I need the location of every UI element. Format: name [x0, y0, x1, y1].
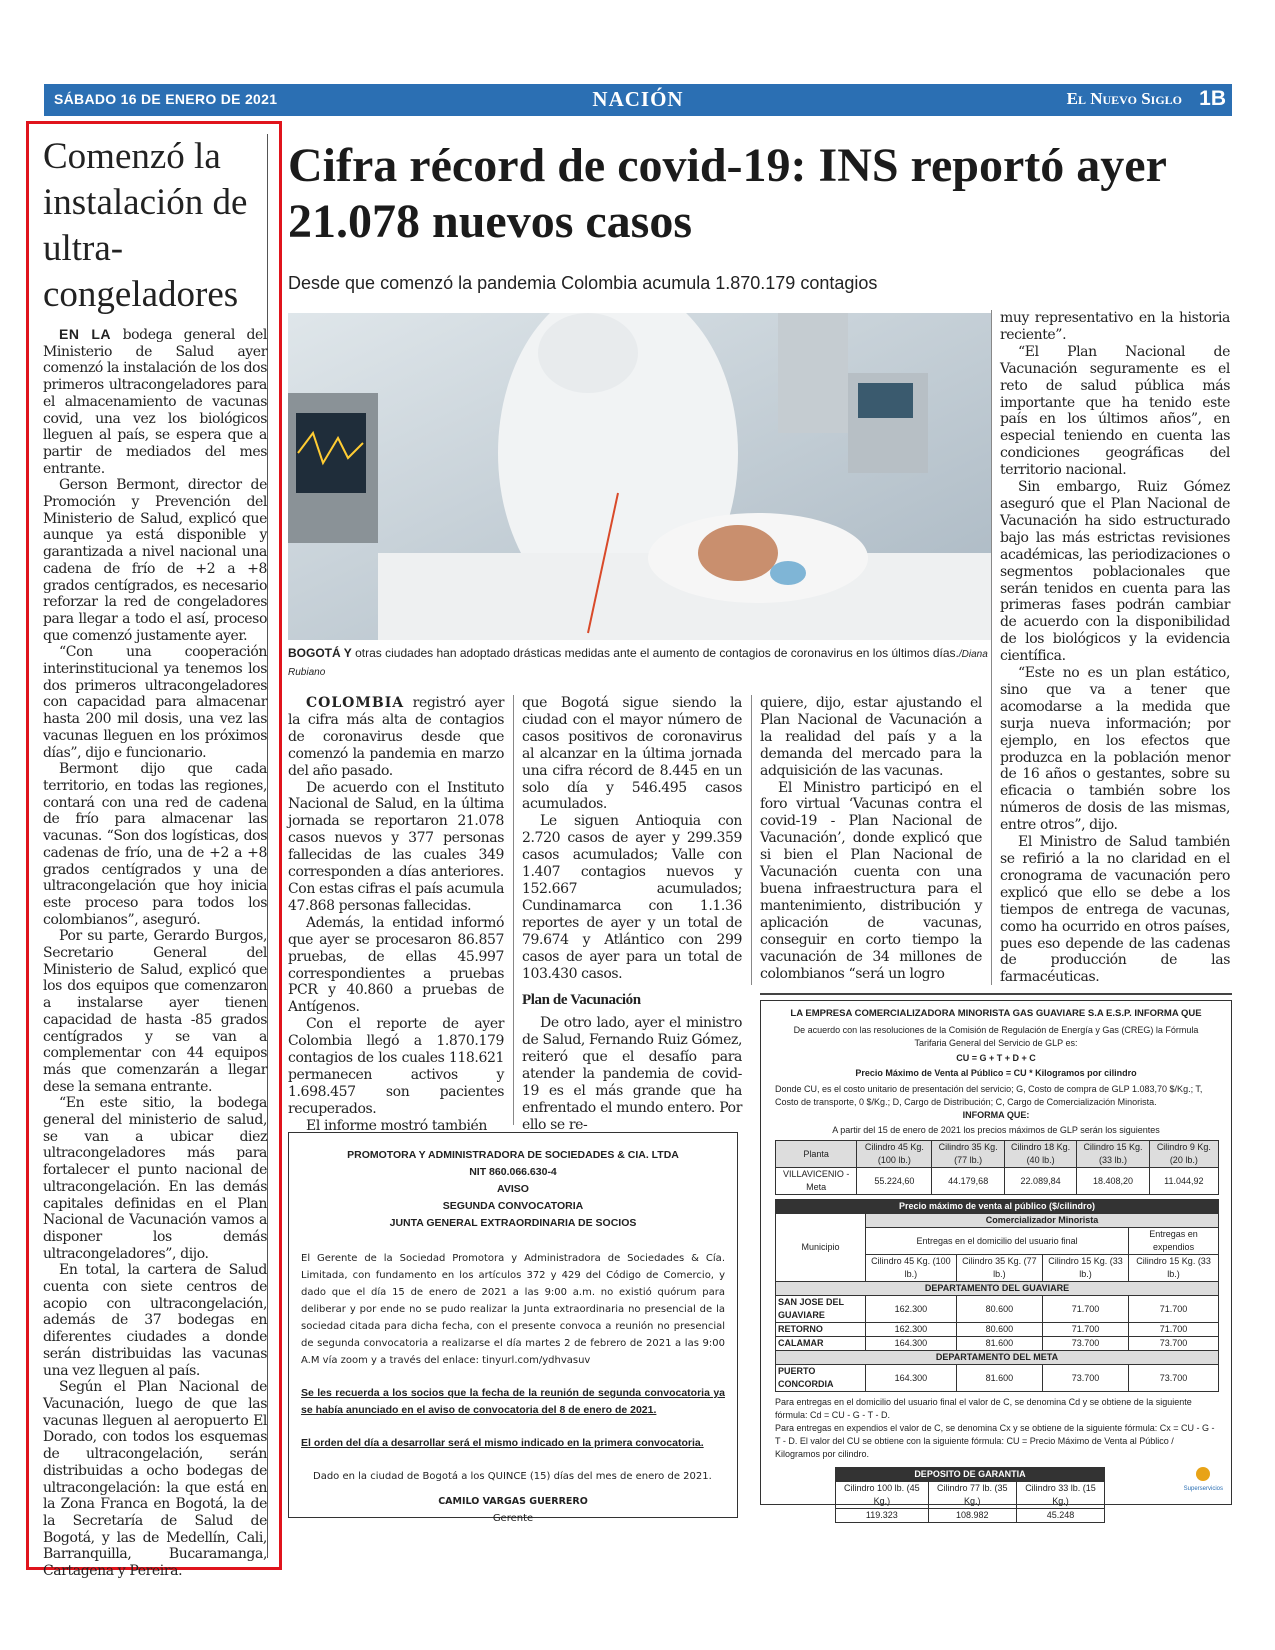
- caption-text: otras ciudades han adoptado drásticas medidas ante el aumento de contagios de coronavirus en los últimos días.: [351, 646, 959, 660]
- table-cell: 119.323: [836, 1509, 929, 1523]
- article-paragraph: que Bogotá sigue siendo la ciudad con el mayor número de casos positivos de coronavirus al alcanzar en la última jornada una cifra récord de 8.445 en un solo día y 546.495 casos acumulados.: [522, 695, 742, 813]
- gas-tariff-notice: [760, 1000, 1232, 1520]
- article-paragraph: El Ministro de Salud también se refirió a la no claridad en el cronograma de vacunación pero explicó que ello se debe a los tiempos de entrega de vacunas, como ha ocurrido en otros países, pues eso depende de las cadenas de producción de las farmacéuticas.: [1000, 834, 1230, 986]
- issue-date: SÁBADO 16 DE ENERO DE 2021: [54, 91, 278, 107]
- sidebar-paragraph: “En este sitio, la bodega general del ministerio de salud, se van a ubicar diez ultracongeladores más para fortalecer el punto nacional de ultracongelación. En las demás capitales definidas en el Plan Nacional de Vacunación vamos a disponer los demás ultracongeladores”, dijo.: [43, 1095, 267, 1262]
- table-cell: 73.700: [1042, 1365, 1128, 1392]
- table-section: DEPARTAMENTO DEL GUAVIARE: [776, 1282, 1219, 1296]
- article-paragraph: El informe mostró también: [306, 1117, 488, 1134]
- sidebar-article: [26, 121, 282, 1580]
- table-header: Cilindro 35 Kg. (77 lb.): [956, 1255, 1042, 1282]
- table-header: Entregas en el domicilio del usuario final: [866, 1228, 1129, 1255]
- logo-text: Superservicios: [1183, 1486, 1223, 1492]
- main-headline: Cifra récord de covid-19: INS reportó ayer 21.078 nuevos casos: [288, 139, 1167, 248]
- legal-notice: [288, 1132, 738, 1524]
- sidebar-paragraph: “Con una cooperación interinstitucional ya tenemos los dos primeros ultracongeladores con capacidad para almacenar hasta 200 mil dosis, una vez las vacunas lleguen en los próximos días”, dijo e funcionario.: [43, 644, 267, 761]
- separator-line: [760, 993, 1232, 995]
- page-header-bar: [44, 84, 1232, 116]
- table-cell: 73.700: [1129, 1365, 1219, 1392]
- article-paragraph: Sin embargo, Ruiz Gómez aseguró que el Plan Nacional de Vacunación ha sido estructurado bajo las más estrictas revisiones académicas, las periodizaciones o segmentos poblacionales que serán tenidos en cuenta para las primeras fases podrán cambiar de acuerdo con la disponibilidad de los biológicos y la evidencia científica.: [1000, 479, 1230, 665]
- notice-company: PROMOTORA Y ADMINISTRADORA DE SOCIEDADES & CIA. LTDA: [347, 1149, 679, 1161]
- table-cell: VILLAVICENIO - Meta: [776, 1168, 857, 1195]
- table-header: Planta: [776, 1141, 857, 1168]
- notice-signer: CAMILO VARGAS GUERRERO: [438, 1496, 588, 1507]
- gas-informa: INFORMA QUE:: [962, 1110, 1030, 1120]
- sidebar-lead: EN LA: [59, 326, 111, 342]
- gas-text: Tarifaria General del Servicio de GLP es:: [914, 1038, 1078, 1048]
- deposit-table: [835, 1467, 1105, 1523]
- table-cell: 164.300: [866, 1337, 957, 1351]
- sidebar-paragraph: bodega general del Ministerio de Salud ayer comenzó la instalación de los dos primeros ultracongeladores para el almacenamiento de vacunas covid, una vez los biológicos lleguen al país, se espera que a partir de mediados del mes entrante.: [43, 327, 267, 477]
- table-header: Cilindro 35 Kg. (77 lb.): [932, 1141, 1004, 1168]
- article-column-4: [1000, 310, 1230, 986]
- table-header: Cilindro 15 Kg. (33 lb.): [1042, 1255, 1128, 1282]
- table-header: Cilindro 100 lb. (45 Kg.): [836, 1482, 929, 1509]
- retail-price-table: [775, 1199, 1219, 1392]
- notice-call: SEGUNDA CONVOCATORIA: [442, 1200, 584, 1212]
- article-paragraph: De otro lado, ayer el ministro de Salud, Fernando Ruiz Gómez, reiteró que el desafío para atender la pandemia de covid-19 es el más grande que ha enfrentado el mundo entero. Por ello se re-: [522, 1015, 742, 1133]
- article-paragraph: El Ministro participó en el foro virtual ‘Vacunas contra el covid-19 - Plan Nacional de Vacunación’, donde explicó que si bien el Plan Nacional de Vacunación cuenta con una buena infraestructura para el mantenimiento, distribución y aplicación de vacunas, conseguir en corto tiempo la vacunación de 34 millones de colombianos “será un logro: [760, 779, 982, 982]
- article-paragraph: Le siguen Antioquia con 2.720 casos de ayer y 299.359 casos acumulados; Valle con 1.407 contagios nuevos y 152.667 acumulados; Cundinamarca con 1.1.36 reportes de ayer y un total de 79.674 y Atlántico con 299 casos de ayer para un total de 103.430 casos.: [522, 813, 742, 982]
- sidebar-body: [43, 326, 267, 1580]
- table-header: Cilindro 18 Kg. (40 lb.): [1004, 1141, 1076, 1168]
- table-header: Cilindro 15 Kg. (33 lb.): [1129, 1255, 1219, 1282]
- table-header: Cilindro 45 Kg. (100 lb.): [857, 1141, 932, 1168]
- table-cell: 73.700: [1042, 1337, 1128, 1351]
- notice-reminder: Se les recuerda a los socios que la fecha de la reunión de segunda convocatoria ya se había anunciado en el aviso de convocatoria del 8 de enero de 2021.: [301, 1387, 725, 1416]
- section-name: NACIÓN: [592, 87, 684, 111]
- gas-formula: CU = G + T + D + C: [956, 1053, 1036, 1063]
- table-header: Cilindro 15 Kg. (33 lb.): [1077, 1141, 1149, 1168]
- sidebar-title: Comenzó la instalación de ultra-congeladores: [43, 136, 248, 315]
- table-cell: 18.408,20: [1077, 1168, 1149, 1195]
- article-subtitle: Plan de Vacunación: [522, 992, 641, 1009]
- table-cell: 11.044,92: [1149, 1168, 1218, 1195]
- notice-label: AVISO: [497, 1183, 529, 1195]
- table-header: Cilindro 45 Kg. (100 lb.): [866, 1255, 957, 1282]
- sidebar-paragraph: En total, la cartera de Salud cuenta con siete centros de acopio con ultracongelación, además de 37 bodegas en diferentes ciudades a donde serán distribuidas las vacunas una vez lleguen al país.: [43, 1262, 267, 1379]
- table-title: Precio máximo de venta al público ($/cilindro): [776, 1200, 1219, 1214]
- table-cell: 71.700: [1129, 1296, 1219, 1323]
- column-divider: [991, 310, 992, 985]
- table-cell: PUERTO CONCORDIA: [776, 1365, 866, 1392]
- table-cell: 73.700: [1129, 1337, 1219, 1351]
- notice-agenda: El orden del día a desarrollar será el mismo indicado en la primera convocatoria.: [301, 1437, 704, 1449]
- table-cell: 44.179,68: [932, 1168, 1004, 1195]
- photo-caption: [288, 645, 992, 681]
- gas-definition: Donde CU, es el costo unitario de presentación del servicio; G, Costo de compra de GLP 1.083,70 $/Kg.; T, Costo de transporte, 0 $/Kg.; D, Cargo de Distribución; C, Cargo de Comercialización Minorista.: [775, 1084, 1203, 1107]
- article-lead: COLOMBIA: [306, 695, 405, 711]
- notice-meeting: JUNTA GENERAL EXTRAORDINARIA DE SOCIOS: [389, 1217, 637, 1229]
- notice-date: Dado en la ciudad de Bogotá a los QUINCE (15) días del mes de enero de 2021.: [313, 1471, 712, 1482]
- table-cell: 22.089,84: [1004, 1168, 1076, 1195]
- sidebar-paragraph: Gerson Bermont, director de Promoción y Prevención del Ministerio de Salud, explicó que aunque ya está disponible y garantizada a nivel nacional una cadena de frío de +2 a +8 grados centígrados, es necesario reforzar la red de congeladores para llegar a todo el así, proceso que comenzó justamente ayer.: [43, 477, 267, 644]
- photo-credit: /Diana Rubiano: [288, 649, 988, 678]
- article-paragraph: registró ayer la cifra más alta de contagios de coronavirus desde que comenzó la pandemia en marzo del año pasado.: [288, 695, 504, 779]
- table-cell: 81.600: [956, 1365, 1042, 1392]
- hospital-photo: [288, 313, 992, 640]
- notice-role: Gerente: [492, 1513, 534, 1524]
- table-cell: 71.700: [1042, 1296, 1128, 1323]
- table-cell: 71.700: [1129, 1323, 1219, 1337]
- article-paragraph: Además, la entidad informó que ayer se procesaron 86.857 pruebas, de ellas 45.997 correspondientes a pruebas PCR y 40.860 a pruebas de Antígenos.: [288, 914, 504, 1016]
- table-section: DEPARTAMENTO DEL META: [776, 1351, 1219, 1365]
- table-cell: 80.600: [956, 1296, 1042, 1323]
- article-paragraph: muy representativo en la historia reciente”.: [1000, 310, 1230, 343]
- table-header: Entregas en expendios: [1129, 1228, 1219, 1255]
- notice-body: El Gerente de la Sociedad Promotora y Administradora de Sociedades & Cía. Limitada, con fundamento en los artículos 372 y 429 del Código de Comercio, y dado que el día 15 de enero de 2021 a las 9:00 a.m. no existió quórum para deliberar y por ende no se pudo realizar la Junta extraordinaria no presencial de la sociedad citada para dicha fecha, con el presente convoca a reunión no presencial de segunda convocatoria a realizarse el día martes 2 de febrero de 2021 a las 9:00 A.M vía zoom y a través del enlace: tinyurl.com/ydhvasuv: [301, 1253, 725, 1366]
- table-title: DEPOSITO DE GARANTIA: [836, 1468, 1105, 1482]
- article-paragraph: “Este no es un plan estático, sino que va a tener que acomodarse a la medida que surja nueva información; por ejemplo, en los efectos que produzca en la población menor de 16 años o gestantes, sobre su eficacia o también sobre los números de dosis de las mismas, entre otros”, dijo.: [1000, 665, 1230, 834]
- table-cell: 80.600: [956, 1323, 1042, 1337]
- article-paragraph: De acuerdo con el Instituto Nacional de Salud, en la última jornada se reportaron 21.078 casos nuevos y 377 personas fallecidas de las cuales 349 corresponden a días anteriores. Con estas cifras el país acumula 47.868 personas fallecidas.: [288, 779, 505, 914]
- article-column-3: [760, 695, 982, 982]
- column-divider: [513, 695, 514, 1125]
- table-cell: 164.300: [866, 1365, 957, 1392]
- gas-text: De acuerdo con las resoluciones de la Comisión de Regulación de Energía y Gas (CREG) la Fórmula: [793, 1025, 1199, 1035]
- table-cell: 81.600: [956, 1337, 1042, 1351]
- article-paragraph: Con el reporte de ayer Colombia llegó a 1.870.179 contagios de los cuales 118.621 permanecen activos y 1.698.457 son pacientes recuperados.: [288, 1016, 504, 1117]
- table-cell: 45.248: [1016, 1509, 1104, 1523]
- notice-nit: NIT 860.066.630-4: [469, 1166, 557, 1178]
- table-cell: RETORNO: [776, 1323, 866, 1337]
- table-cell: 162.300: [866, 1323, 957, 1337]
- plant-price-table: [775, 1140, 1219, 1195]
- gas-note: Para entregas en expendios el valor de C, se denomina Cx y se obtiene de la siguiente fórmula: Cx = CU - G - T - D. El valor del CU se obtiene con la siguiente fórmula: CU = Precio Máximo de Venta al Público / Kilogramos por cilindro.: [775, 1423, 1215, 1459]
- table-cell: 71.700: [1042, 1323, 1128, 1337]
- article-paragraph: quiere, dijo, estar ajustando el Plan Nacional de Vacunación a la realidad del país y a la demanda del mercado para la adquisición de las vacunas.: [760, 695, 982, 779]
- table-header: Cilindro 9 Kg. (20 lb.): [1149, 1141, 1218, 1168]
- table-cell: 55.224,60: [857, 1168, 932, 1195]
- table-cell: CALAMAR: [776, 1337, 866, 1351]
- article-paragraph: “El Plan Nacional de Vacunación seguramente es el reto de salud pública más importante que ha tenido este país en los últimos años”, en especial teniendo en cuenta las condiciones geográficas del territorio nacional.: [1000, 343, 1230, 479]
- sidebar-paragraph: Según el Plan Nacional de Vacunación, luego de que las vacunas lleguen al aeropuerto El Dorado, con todos los esquemas de ultracongelación, serán distribuidas a ocho bodegas de ultracongelación: la que está en la Zona Franca en Bogotá, la de la Secretaría de Salud de Bogotá, y las de Medellín, Cali, Barranquilla, Bucaramanga, Cartagena y Pereira.: [43, 1379, 267, 1580]
- subheadline: Desde que comenzó la pandemia Colombia acumula 1.870.179 contagios: [288, 273, 878, 293]
- article-column-2: [522, 695, 742, 1134]
- table-header: Cilindro 77 lb. (35 Kg.): [928, 1482, 1016, 1509]
- gas-from: A partir del 15 de enero de 2021 los precios máximos de GLP serán los siguientes: [832, 1125, 1160, 1135]
- page-number: 1B: [1199, 87, 1226, 110]
- superservicios-logo: [1184, 1467, 1223, 1496]
- gas-note: Para entregas en el domicilio del usuario final el valor de C, se denomina Cd y se obtiene de la siguiente fórmula: Cd = CU - G - T - D.: [775, 1397, 1192, 1420]
- newspaper-logo: El Nuevo Siglo: [1066, 89, 1182, 108]
- table-cell: SAN JOSE DEL GUAVIARE: [776, 1296, 866, 1323]
- logo-icon: [1196, 1467, 1210, 1481]
- caption-lead: BOGOTÁ Y: [288, 646, 352, 660]
- table-header: Cilindro 33 lb. (15 Kg.): [1016, 1482, 1104, 1509]
- sidebar-paragraph: Por su parte, Gerardo Burgos, Secretario General del Ministerio de Salud, explicó que los dos equipos que comenzaron a instalarse ayer tienen capacidad de hasta -85 grados centígrados y se van a complementar con 44 equipos más que comenzarán a llegar dese la semana entrante.: [43, 928, 267, 1095]
- table-header: Comercializador Minorista: [866, 1214, 1219, 1228]
- article-column-1: [288, 695, 504, 1135]
- column-divider: [751, 695, 752, 985]
- gas-title: LA EMPRESA COMERCIALIZADORA MINORISTA GAS GUAVIARE S.A E.S.P. INFORMA QUE: [790, 1008, 1202, 1019]
- table-header: Municipio: [776, 1214, 866, 1282]
- table-cell: 108.982: [928, 1509, 1016, 1523]
- gas-pmvp: Precio Máximo de Venta al Público = CU * Kilogramos por cilindro: [855, 1068, 1137, 1078]
- table-cell: 162.300: [866, 1296, 957, 1323]
- sidebar-paragraph: Bermont dijo que cada territorio, en todas las regiones, contará con una red de cadena de frío para almacenar las vacunas. “Son dos logísticas, dos cadenas de frío, una de +2 a +8 grados centígrados y una de ultracongelación que hoy inicia este proceso para todos los colombianos”, aseguró.: [43, 761, 267, 928]
